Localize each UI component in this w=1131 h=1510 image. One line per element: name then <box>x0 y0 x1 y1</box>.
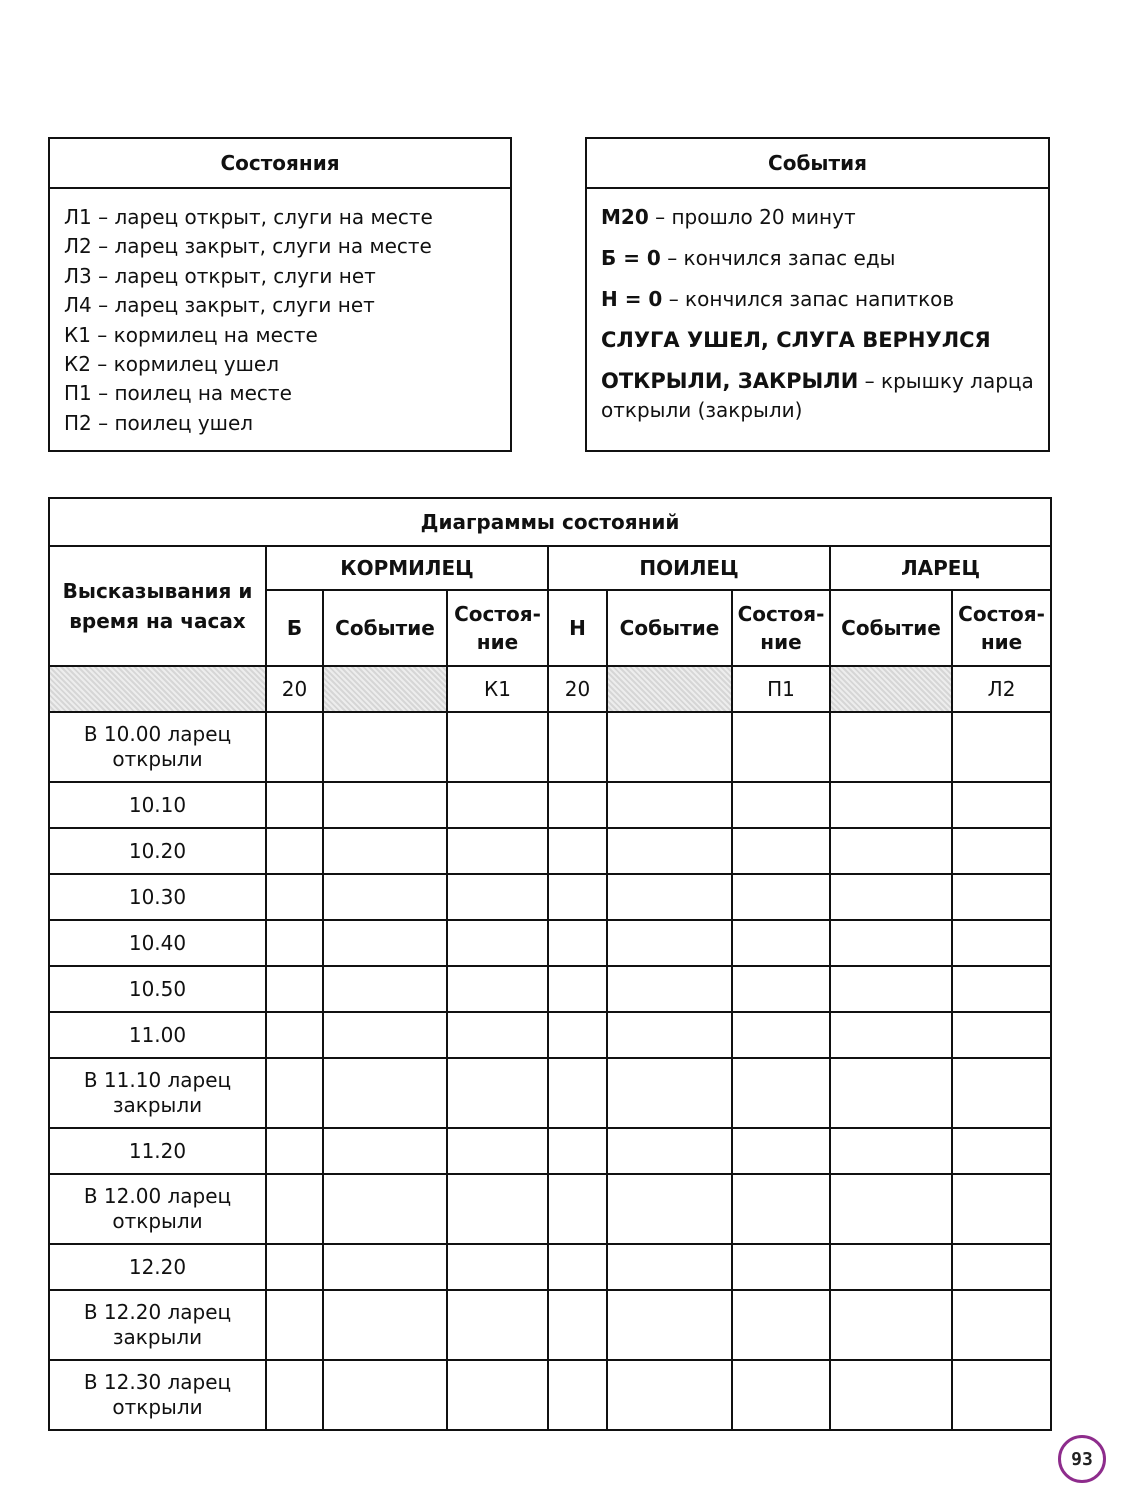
answer-cell[interactable] <box>323 874 447 920</box>
answer-cell[interactable] <box>607 1244 732 1290</box>
hatched-cell <box>49 666 266 712</box>
initial-drink: 20 <box>548 666 607 712</box>
answer-cell[interactable] <box>830 828 952 874</box>
answer-cell[interactable] <box>607 1290 732 1360</box>
state-item: Л3 – ларец открыт, слуги нет <box>64 263 376 288</box>
state-item: Л4 – ларец закрыт, слуги нет <box>64 293 375 318</box>
answer-cell[interactable] <box>266 966 323 1012</box>
events-title: События <box>587 139 1048 189</box>
answer-cell[interactable] <box>447 1058 548 1128</box>
answer-cell[interactable] <box>830 1128 952 1174</box>
answer-cell[interactable] <box>830 1058 952 1128</box>
answer-cell[interactable] <box>548 1290 607 1360</box>
answer-cell[interactable] <box>447 1290 548 1360</box>
answer-cell[interactable] <box>952 966 1051 1012</box>
statement-header: Высказывания и время на часах <box>49 546 266 666</box>
answer-cell[interactable] <box>447 828 548 874</box>
answer-cell[interactable] <box>732 1012 830 1058</box>
table-row <box>49 1128 1051 1174</box>
statement-cell: 10.40 <box>49 920 266 966</box>
col-drink: Н <box>548 590 607 666</box>
answer-cell[interactable] <box>607 1012 732 1058</box>
page-number: 93 <box>1058 1435 1106 1483</box>
answer-cell[interactable] <box>830 782 952 828</box>
answer-cell[interactable] <box>447 1174 548 1244</box>
answer-cell[interactable] <box>447 874 548 920</box>
states-box <box>48 137 512 452</box>
answer-cell[interactable] <box>952 1244 1051 1290</box>
answer-cell[interactable] <box>323 920 447 966</box>
event-item <box>601 285 1036 314</box>
answer-cell[interactable] <box>323 1244 447 1290</box>
event-code: СЛУГА УШЕЛ, СЛУГА ВЕРНУЛСЯ <box>601 328 991 352</box>
answer-cell[interactable] <box>548 828 607 874</box>
answer-cell[interactable] <box>323 712 447 782</box>
table-row <box>49 828 1051 874</box>
initial-row <box>49 666 1051 712</box>
table-row <box>49 1244 1051 1290</box>
states-list <box>50 189 510 438</box>
answer-cell[interactable] <box>266 1174 323 1244</box>
answer-cell[interactable] <box>607 966 732 1012</box>
table-row <box>49 874 1051 920</box>
event-item <box>601 203 1036 232</box>
table-row <box>49 1174 1051 1244</box>
answer-cell[interactable] <box>732 966 830 1012</box>
answer-cell[interactable] <box>607 1058 732 1128</box>
col-state: Состоя-ние <box>952 590 1051 666</box>
events-list <box>587 189 1048 425</box>
answer-cell[interactable] <box>607 920 732 966</box>
initial-food: 20 <box>266 666 323 712</box>
statement-cell: 11.20 <box>49 1128 266 1174</box>
answer-cell[interactable] <box>607 712 732 782</box>
answer-cell[interactable] <box>830 966 952 1012</box>
answer-cell[interactable] <box>266 920 323 966</box>
answer-cell[interactable] <box>732 1360 830 1430</box>
answer-cell[interactable] <box>323 966 447 1012</box>
answer-cell[interactable] <box>266 1128 323 1174</box>
answer-cell[interactable] <box>548 712 607 782</box>
group-poilets: ПОИЛЕЦ <box>548 546 830 590</box>
answer-cell[interactable] <box>323 1174 447 1244</box>
event-item <box>601 367 1036 425</box>
statement-cell: 10.50 <box>49 966 266 1012</box>
event-desc: – прошло 20 минут <box>648 205 856 229</box>
table-row <box>49 712 1051 782</box>
answer-cell[interactable] <box>952 1012 1051 1058</box>
state-item: Л2 – ларец закрыт, слуги на месте <box>64 234 432 259</box>
states-title: Состояния <box>50 139 510 189</box>
answer-cell[interactable] <box>447 1360 548 1430</box>
answer-cell[interactable] <box>447 1012 548 1058</box>
answer-cell[interactable] <box>323 1058 447 1128</box>
answer-cell[interactable] <box>952 1360 1051 1430</box>
statement-cell: 10.20 <box>49 828 266 874</box>
answer-cell[interactable] <box>548 1128 607 1174</box>
statement-cell: В 11.10 ларец закрыли <box>49 1058 266 1128</box>
table-row <box>49 1012 1051 1058</box>
answer-cell[interactable] <box>323 782 447 828</box>
answer-cell[interactable] <box>548 966 607 1012</box>
answer-cell[interactable] <box>952 782 1051 828</box>
statement-cell: 12.20 <box>49 1244 266 1290</box>
answer-cell[interactable] <box>447 966 548 1012</box>
answer-cell[interactable] <box>548 1012 607 1058</box>
initial-poilets-state: П1 <box>732 666 830 712</box>
answer-cell[interactable] <box>952 920 1051 966</box>
answer-cell[interactable] <box>323 1012 447 1058</box>
event-item <box>601 244 1036 273</box>
event-code: ОТКРЫЛИ, ЗАКРЫЛИ <box>601 369 859 393</box>
answer-cell[interactable] <box>447 1244 548 1290</box>
answer-cell[interactable] <box>732 712 830 782</box>
statement-cell: В 10.00 ларец открыли <box>49 712 266 782</box>
answer-cell[interactable] <box>732 920 830 966</box>
answer-cell[interactable] <box>548 1360 607 1430</box>
col-state: Состоя-ние <box>447 590 548 666</box>
state-item: П1 – поилец на месте <box>64 381 292 406</box>
answer-cell[interactable] <box>548 920 607 966</box>
answer-cell[interactable] <box>266 874 323 920</box>
table-row <box>49 966 1051 1012</box>
answer-cell[interactable] <box>548 1058 607 1128</box>
state-item: К2 – кормилец ушел <box>64 352 280 377</box>
answer-cell[interactable] <box>607 1360 732 1430</box>
answer-cell[interactable] <box>323 1128 447 1174</box>
statement-cell: В 12.30 ларец открыли <box>49 1360 266 1430</box>
hatched-cell <box>830 666 952 712</box>
answer-cell[interactable] <box>607 1128 732 1174</box>
answer-cell[interactable] <box>732 1058 830 1128</box>
answer-cell[interactable] <box>266 782 323 828</box>
event-code: Н = 0 <box>601 287 663 311</box>
answer-cell[interactable] <box>266 828 323 874</box>
answer-cell[interactable] <box>323 1290 447 1360</box>
answer-cell[interactable] <box>447 920 548 966</box>
answer-cell[interactable] <box>607 828 732 874</box>
initial-kormilets-state: К1 <box>447 666 548 712</box>
answer-cell[interactable] <box>952 712 1051 782</box>
answer-cell[interactable] <box>952 874 1051 920</box>
answer-cell[interactable] <box>732 874 830 920</box>
state-item: П2 – поилец ушел <box>64 410 254 435</box>
state-item: Л1 – ларец открыт, слуги на месте <box>64 205 433 229</box>
answer-cell[interactable] <box>830 920 952 966</box>
table-rows <box>49 712 1051 1430</box>
answer-cell[interactable] <box>952 1290 1051 1360</box>
answer-cell[interactable] <box>548 1174 607 1244</box>
statement-cell: 10.10 <box>49 782 266 828</box>
statement-cell: 11.00 <box>49 1012 266 1058</box>
table-row <box>49 920 1051 966</box>
answer-cell[interactable] <box>447 1128 548 1174</box>
answer-cell[interactable] <box>732 1174 830 1244</box>
col-event: Событие <box>830 590 952 666</box>
answer-cell[interactable] <box>952 1174 1051 1244</box>
answer-cell[interactable] <box>830 1290 952 1360</box>
answer-cell[interactable] <box>952 1058 1051 1128</box>
answer-cell[interactable] <box>952 828 1051 874</box>
answer-cell[interactable] <box>830 1174 952 1244</box>
answer-cell[interactable] <box>830 1360 952 1430</box>
hatched-cell <box>323 666 447 712</box>
event-item <box>601 326 1036 355</box>
table-row <box>49 1290 1051 1360</box>
answer-cell[interactable] <box>323 1360 447 1430</box>
answer-cell[interactable] <box>447 782 548 828</box>
group-kormilets: КОРМИЛЕЦ <box>266 546 548 590</box>
answer-cell[interactable] <box>266 1244 323 1290</box>
table-row <box>49 782 1051 828</box>
answer-cell[interactable] <box>607 782 732 828</box>
initial-larets-state: Л2 <box>952 666 1051 712</box>
answer-cell[interactable] <box>732 828 830 874</box>
answer-cell[interactable] <box>266 1360 323 1430</box>
answer-cell[interactable] <box>266 1058 323 1128</box>
col-food: Б <box>266 590 323 666</box>
hatched-cell <box>607 666 732 712</box>
answer-cell[interactable] <box>952 1128 1051 1174</box>
group-larets: ЛАРЕЦ <box>830 546 1051 590</box>
answer-cell[interactable] <box>266 1290 323 1360</box>
answer-cell[interactable] <box>732 1128 830 1174</box>
answer-cell[interactable] <box>266 1012 323 1058</box>
state-item: К1 – кормилец на месте <box>64 322 318 347</box>
answer-cell[interactable] <box>830 1244 952 1290</box>
answer-cell[interactable] <box>607 874 732 920</box>
statement-cell: В 12.00 ларец открыли <box>49 1174 266 1244</box>
event-desc: – кончился запас еды <box>660 246 896 270</box>
answer-cell[interactable] <box>548 874 607 920</box>
state-diagram-table <box>48 497 1052 1431</box>
answer-cell[interactable] <box>548 782 607 828</box>
col-state: Состоя-ние <box>732 590 830 666</box>
statement-cell: В 12.20 ларец закрыли <box>49 1290 266 1360</box>
answer-cell[interactable] <box>732 1290 830 1360</box>
answer-cell[interactable] <box>732 782 830 828</box>
col-event: Событие <box>607 590 732 666</box>
table-row <box>49 1360 1051 1430</box>
answer-cell[interactable] <box>266 712 323 782</box>
event-code: М20 <box>601 205 649 229</box>
table-row <box>49 1058 1051 1128</box>
events-box <box>585 137 1050 452</box>
answer-cell[interactable] <box>447 712 548 782</box>
event-desc: – крышку ларца открыли (закрыли) <box>601 369 1034 422</box>
answer-cell[interactable] <box>732 1244 830 1290</box>
diagram-title: Диаграммы состояний <box>49 498 1051 546</box>
answer-cell[interactable] <box>830 874 952 920</box>
statement-cell: 10.30 <box>49 874 266 920</box>
event-desc: – кончился запас напитков <box>662 287 955 311</box>
answer-cell[interactable] <box>607 1174 732 1244</box>
answer-cell[interactable] <box>323 828 447 874</box>
answer-cell[interactable] <box>548 1244 607 1290</box>
col-event: Событие <box>323 590 447 666</box>
answer-cell[interactable] <box>830 1012 952 1058</box>
event-code: Б = 0 <box>601 246 661 270</box>
answer-cell[interactable] <box>830 712 952 782</box>
